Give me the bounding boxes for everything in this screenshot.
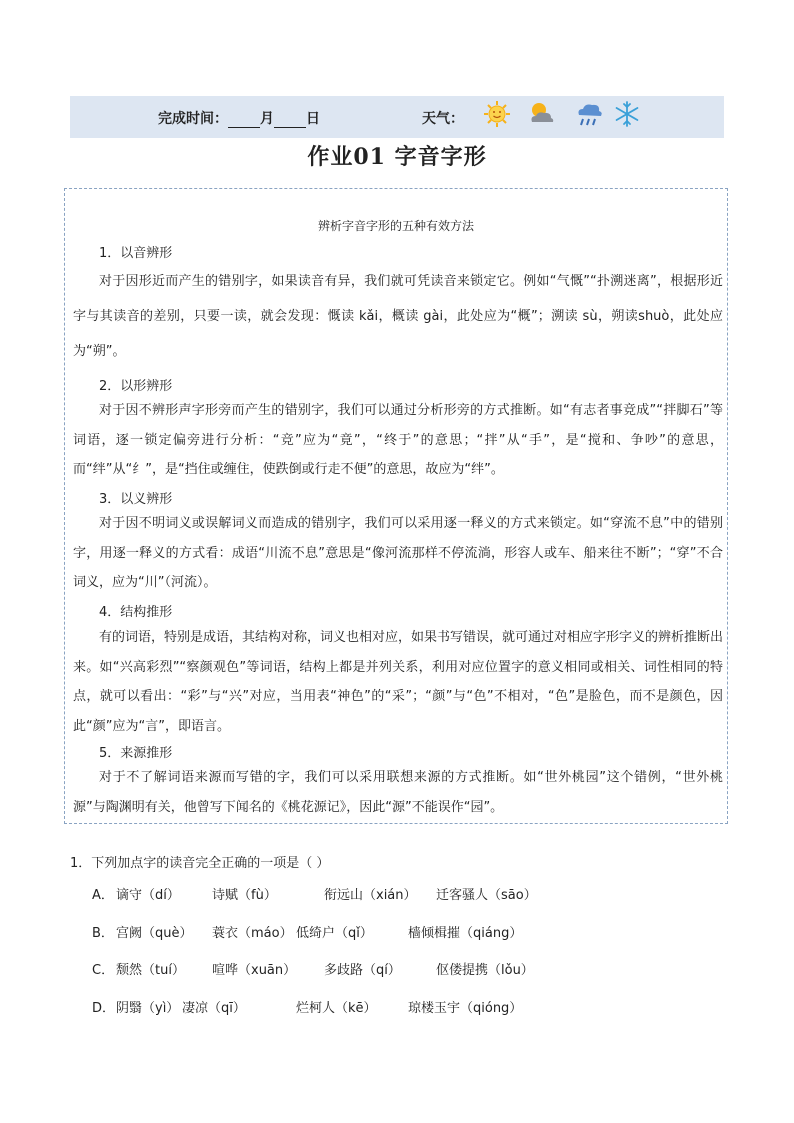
section-title-2: 2．以形辨形 [99, 379, 173, 394]
method-box-heading: 辨析字音字形的五种有效方法 [317, 219, 474, 233]
section-text-2: 对于因不辨形声字形旁而产生的错别字，我们可以通过分析形旁的方式推断。如“有志者事竞成”“拌脚石”等词语，逐一锁定偏旁进行分析：“竞”应为“竟”，“终于”的意思；“拌”从“手”，是“搅和、争吵”的意思，而“绊”从“纟”，是“挡住或缠住，使跌倒或行走不便”的意思，故应为“绊”。 [73, 403, 723, 477]
option-item: 诗赋（fù） [212, 888, 277, 903]
section-text-5: 对于不了解词语来源而写错的字，我们可以采用联想来源的方式推断。如“世外桃园”这个错例，“世外桃源”与陶渊明有关，他曾写下闻名的《桃花源记》，因此“源”不能误作“园”。 [73, 770, 723, 815]
section-text-1: 对于因形近而产生的错别字，如果读音有异，我们就可凭读音来锁定它。例如“气慨”“扑溯迷离”，根据形近字与其读音的差别，只要一读，就会发现：慨读 kǎi，概读 gài，此处应为“概”；溯读 sù，朔读shuò，此处应为“朔”。 [73, 274, 723, 359]
option-item: 多歧路（qí） [324, 963, 401, 978]
day-label: 日 [306, 111, 320, 127]
option-letter: A． [92, 888, 114, 903]
page-title: 作业01 字音字形 [307, 144, 487, 170]
option-item: 颓然（tuí） [116, 963, 185, 978]
sun-icon[interactable] [482, 99, 512, 129]
option-item: 烂柯人（kē） [296, 1001, 377, 1016]
option-item: 谪守（dí） [116, 888, 180, 903]
option-item: 伛偻提携（lǒu） [436, 963, 534, 978]
completion-date [158, 108, 320, 128]
method-box [64, 188, 728, 824]
option-item: 宫阙（què） [116, 926, 193, 941]
section-title-5: 5．来源推形 [99, 746, 173, 761]
option-letter: D． [92, 1001, 116, 1016]
option-item: 喧哗（xuān） [212, 963, 297, 978]
section-title-4: 4．结构推形 [99, 605, 173, 620]
section-text-4: 有的词语，特别是成语，其结构对称，词义也相对应，如果书写错误，就可通过对相应字形字义的辨析推断出来。如“兴高彩烈”“察颜观色”等词语，结构上都是并列关系，利用对应位置字的意义相同或相关、词性相同的特点，就可以看出：“彩”与“兴”对应，当用表“神色”的“采”；“颜”与“色”不相对，“色”是脸色，而不是颜色，因此“颜”应为“言”，即语言。 [73, 630, 724, 734]
option-item: 衔远山（xián） [324, 888, 417, 903]
month-blank[interactable] [228, 113, 260, 128]
weather-label: 天气： [422, 111, 464, 127]
option-item: 凄凉（qī） [182, 1001, 246, 1016]
option-item: 琼楼玉宇（qióng） [408, 1001, 523, 1016]
snow-icon[interactable] [612, 99, 642, 129]
option-item: 樯倾楫摧（qiáng） [408, 926, 523, 941]
header-bar [70, 96, 724, 138]
day-blank[interactable] [274, 113, 306, 128]
rain-icon[interactable] [574, 99, 604, 129]
option-item: 低绮户（qǐ） [296, 926, 373, 941]
option-item: 迁客骚人（sāo） [436, 888, 537, 903]
option-item: 蓑衣（máo） [212, 926, 293, 941]
option-item: 阴翳（yì） [116, 1001, 180, 1016]
section-title-3: 3．以义辨形 [99, 492, 173, 507]
month-label: 月 [260, 111, 274, 127]
section-text-3: 对于因不明词义或误解词义而造成的错别字，我们可以采用逐一释义的方式来锁定。如“穿流不息”中的错别字，用逐一释义的方式看：成语“川流不息”意思是“像河流那样不停流淌，形容人或车、船来往不断”；“穿”不合词义，应为“川”（河流）。 [73, 516, 723, 590]
section-title-1: 1．以音辨形 [99, 246, 173, 261]
option-letter: B． [92, 926, 114, 941]
question-stem: 1．下列加点字的读音完全正确的一项是（ ） [70, 856, 330, 871]
sun-cloud-icon[interactable] [526, 99, 556, 129]
option-letter: C． [92, 963, 115, 978]
date-prefix: 完成时间： [158, 111, 228, 127]
